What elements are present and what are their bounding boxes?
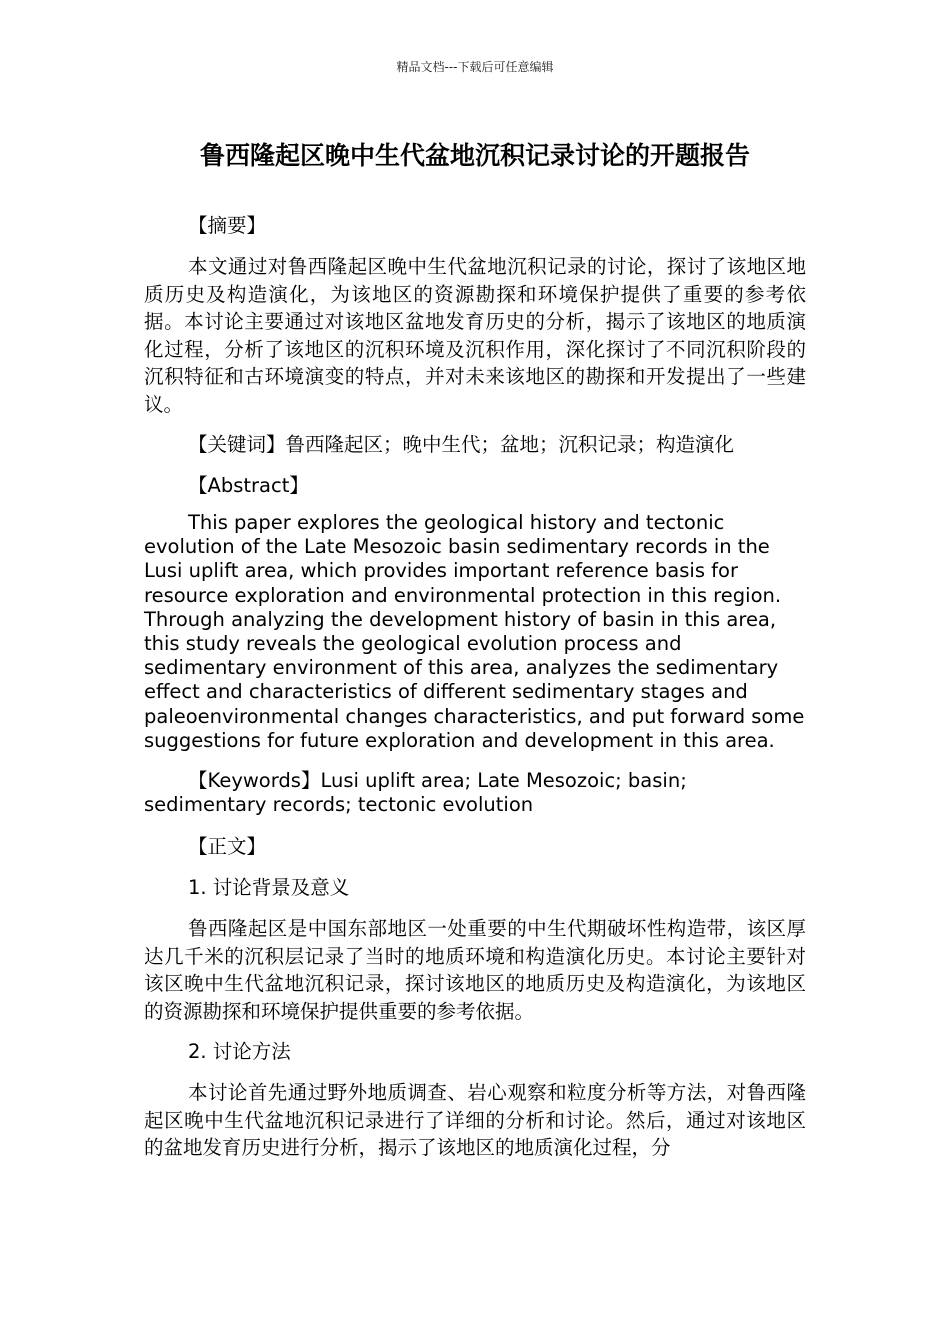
abstract-heading: 【摘要】 <box>188 214 267 237</box>
document-title: 鲁西隆起区晚中生代盆地沉积记录讨论的开题报告 <box>199 141 750 170</box>
abstract-en-body: This paper explores the geological history and tectonic evolution of the Late Mesozoic basin sedimentary records in the Lusi uplift area, which provides important reference basis for resource exploration and environmental protection in this region. Through analyzing the development history of basin in this area, this study reveals the geological evolution process and sedimentary environment of this area, analyzes the sedimentary effect and characteristics of different sedimentary stages and paleoenvironmental changes characteristics, and put forward some suggestions for future exploration and development in this area. <box>144 511 805 752</box>
page-header: 精品文档---下载后可任意编辑 <box>396 60 554 74</box>
abstract-en-heading: 【Abstract】 <box>188 474 309 497</box>
main-heading: 【正文】 <box>188 835 267 859</box>
keywords-en: 【Keywords】Lusi uplift area; Late Mesozoic; basin; sedimentary records; tectonic evolution <box>144 769 687 817</box>
document-body <box>144 132 806 1162</box>
section-title: 2. 讨论方法 <box>188 1040 291 1064</box>
section-body: 鲁西隆起区是中国东部地区一处重要的中生代期破坏性构造带，该区厚达几千米的沉积层记录了当时的地质环境和构造演化历史。本讨论主要针对该区晚中生代盆地沉积记录，探讨该地区的地质历史及构造演化，为该地区的资源勘探和环境保护提供重要的参考依据。 <box>144 917 806 1023</box>
section-title: 1. 讨论背景及意义 <box>188 876 350 900</box>
section-body: 本讨论首先通过野外地质调查、岩心观察和粒度分析等方法，对鲁西隆起区晚中生代盆地沉积记录进行了详细的分析和讨论。然后，通过对该地区的盆地发育历史进行分析，揭示了该地区的地质演化过程，分 <box>144 1081 806 1160</box>
keywords-cn: 【关键词】鲁西隆起区；晚中生代；盆地；沉积记录；构造演化 <box>188 433 735 456</box>
abstract-body: 本文通过对鲁西隆起区晚中生代盆地沉积记录的讨论，探讨了该地区地质历史及构造演化，为该地区的资源勘探和环境保护提供了重要的参考依据。本讨论主要通过对该地区盆地发育历史的分析，揭示了该地区的地质演化过程，分析了该地区的沉积环境及沉积作用，深化探讨了不同沉积阶段的沉积特征和古环境演变的特点，并对未来该地区的勘探和开发提出了一些建议。 <box>144 255 806 416</box>
